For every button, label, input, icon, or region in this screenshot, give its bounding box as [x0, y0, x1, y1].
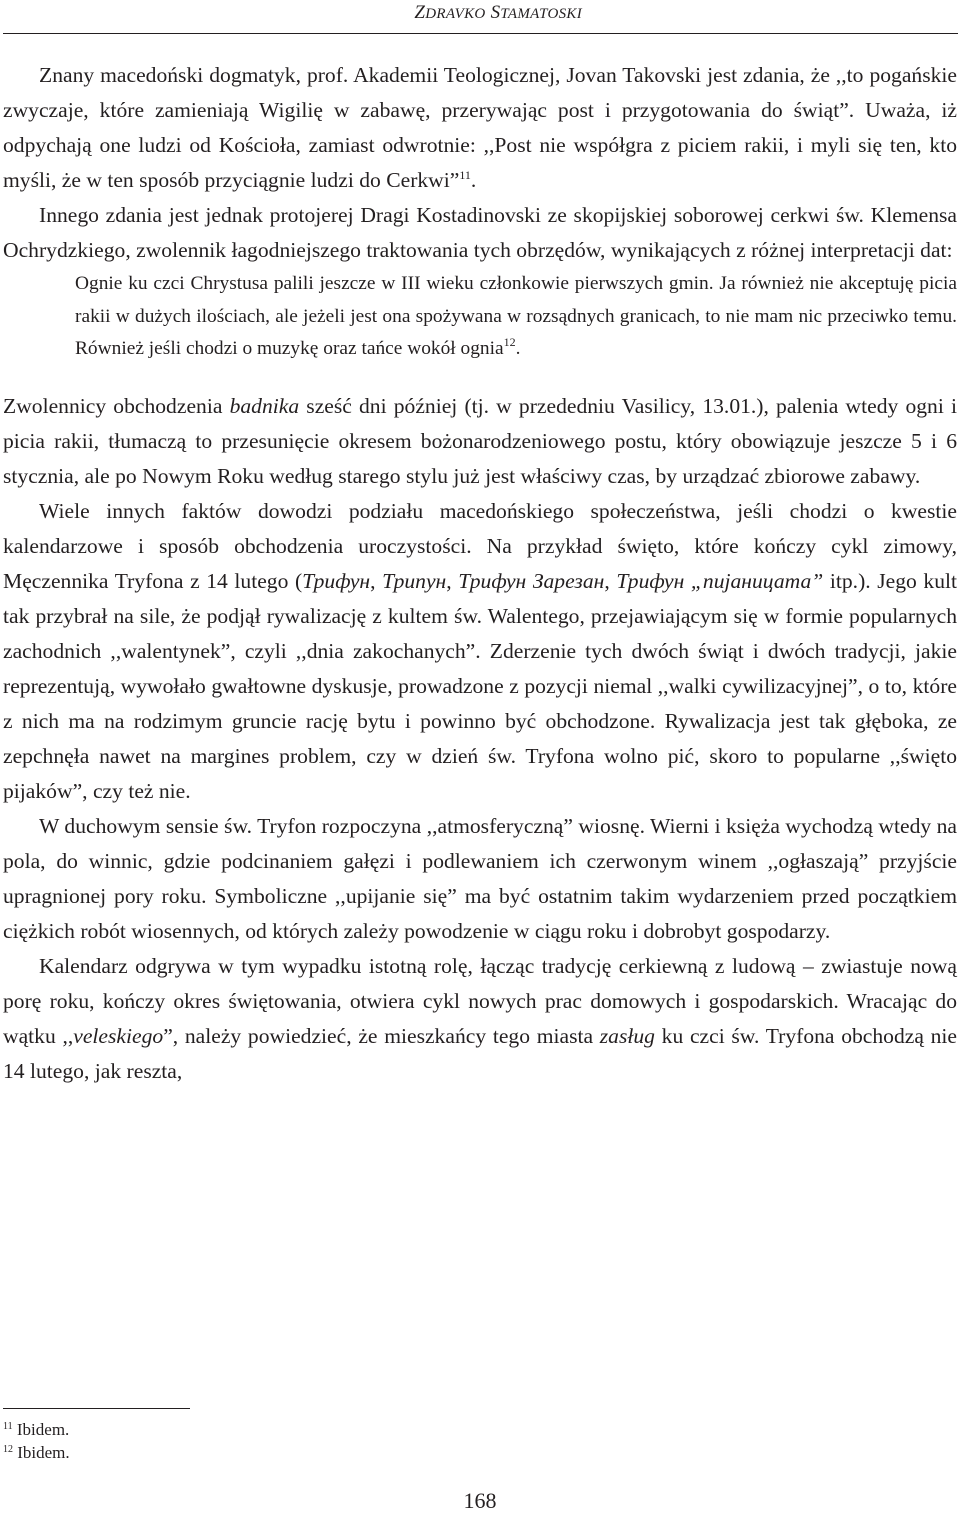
- paragraph-1: Znany macedoński dogmatyk, prof. Akademii Teologicznej, Jovan Takovski jest zdania, że ,,to pogańskie zwyczaje, które zamieniają Wigilię w zabawę, przerywając post i przygotowania do świąt”. Uważa, iż odpychają one ludzi od Kościoła, zamiast odwrotnie: ,,Post nie współgra z piciem rakii, i myli się ten, kto myśli, że w ten sposób przyciągnie ludzi do Cerkwi”$^{11}$.: [3, 63, 957, 192]
- paragraph-3: Zwolennicy obchodzenia badnika sześć dni później (tj. w przededniu Vasilicy, 13.01.), palenia wtedy ogni i picia rakii, tłumaczą to przesunięcie okresem bożonarodzeniowego postu, który obowiązuje jeszcze 5 i 6 stycznia, ale po Nowym Roku według starego stylu już jest właściwy czas, by urządzać zbiorowe zabawy.: [3, 393, 957, 488]
- body-text: [3, 58, 957, 1089]
- footnote-11: $^{11}$ Ibidem.: [3, 1420, 70, 1439]
- header-rule: [3, 33, 958, 34]
- paragraph-5: W duchowym sensie św. Tryfon rozpoczyna ,,atmosferyczną” wiosnę. Wierni i księża wychodzą wtedy na pola, do winnic, gdzie podcinaniem gałęzi i podlewaniem ich czerwonym winem ,,ogłaszają” przyjście upragnionej pory roku. Symboliczne ,,upijanie się” ma być ostatnim takim wydarzeniem przed początkiem ciężkich robót wiosennych, od których zależy powodzenie w ciągu roku i dobrobyt gospodarzy.: [3, 813, 957, 943]
- footnotes: [3, 1418, 70, 1464]
- footnote-ref-12: 12: [503, 335, 516, 349]
- footnote-rule: [3, 1408, 190, 1409]
- footnote-12: $^{12}$ Ibidem.: [3, 1443, 70, 1462]
- block-quote: Ognie ku czci Chrystusa palili jeszcze w III wieku członkowie pierwszych gmin. Ja również nie akceptuję picia rakii w dużych ilościach, ale jeżeli jest ona spożywana w rozsądnych granicach, to nie mam nic przeciwko temu. Również jeśli chodzi o muzykę oraz tańce wokół ognia$^{12}$.: [75, 273, 957, 359]
- running-head: ZDRAVKO STAMATOSKI: [414, 2, 582, 23]
- page-number: 168: [463, 1488, 497, 1513]
- paragraph-6: Kalendarz odgrywa w tym wypadku istotną rolę, łącząc tradycję cerkiewną z ludową – zwiastuje nową porę roku, kończy okres świętowania, otwiera cykl nowych prac domowych i gospodarskich. Wracając do wątku ,,veleskiego”, należy powiedzieć, że mieszkańcy tego miasta zasług ku czci św. Tryfona obchodzą nie 14 lutego, jak reszta,: [3, 953, 958, 1083]
- paragraph-2: Innego zdania jest jednak protojerej Dragi Kostadinovski ze skopijskiej soborowej cerkwi św. Klemensa Ochrydzkiego, zwolennik łagodniejszego traktowania tych obrzędów, wynikających z różnej interpretacji dat:: [3, 203, 957, 262]
- spacer: [3, 366, 957, 389]
- footnote-ref-11: 11: [459, 168, 471, 182]
- paragraph-4: Wiele innych faktów dowodzi podziału macedońskiego społeczeństwa, jeśli chodzi o kwestie kalendarzowe i sposób obchodzenia uroczystości. Na przykład święto, które kończy cykl zimowy, Męczennika Tryfona z 14 lutego (Трифун, Трипун, Трифун Зарезан, Трифун „пијаницата” itp.). Jego kult tak przybrał na sile, że podjął rywalizację z kultem św. Walentego, przejawiającym się w formie popularnych zachodnich ,,walentynek”, czyli ,,dnia zakochanych”. Zderzenie tych dwóch świąt i dwóch tradycji, jakie reprezentują, wywołało gwałtowne dyskusje, prowadzone z pozycji niemal ,,walki cywilizacyjnej”, o to, które z nich ma na rodzimym gruncie rację bytu i powinno być obchodzone. Rywalizacja jest tak głęboka, ze zepchnęła nawet na margines problem, czy w dzień św. Tryfona wolno pić, skoro to popularne ,,święto pijaków”, czy też nie.: [3, 498, 958, 803]
